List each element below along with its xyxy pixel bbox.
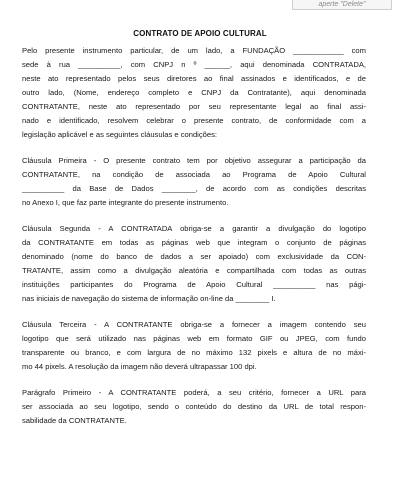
paragraph-line: legislação aplicável e as seguintes cláusulas e condições: — [22, 130, 218, 139]
paragraph-line: nado e identificado, resolvem celebrar o presente contrato, de conformidade com a — [22, 116, 366, 125]
paragraph-line: da CONTRATANTE em todas as páginas web que integram o conjunto de páginas — [22, 238, 366, 247]
paragraph-line: Cláusula Segunda - A CONTRATADA obriga-se a garantir a divulgação do logotipo — [22, 224, 366, 233]
paragraph-line: Cláusula Primeira - O presente contrato tem por objetivo assegurar a participação da — [22, 156, 366, 165]
paragraph-line: Pelo presente instrumento particular, de um lado, a FUNDAÇÃO ____________ com — [22, 46, 366, 55]
document-body — [22, 44, 366, 440]
paragraph-line: sede à rua __________, com CNPJ n º ______, aqui denominada CONTRATADA, — [22, 60, 366, 69]
contract-paragraph — [22, 386, 366, 428]
paragraph-line: mo 44 pixels. A resolução da imagem não deverá ultrapassar 100 dpi. — [22, 362, 257, 371]
paragraph-line: sabilidade da CONTRATANTE. — [22, 416, 127, 425]
paragraph-line: __________ da Base de Dados ________, de acordo com as condições descritas — [22, 184, 366, 193]
paragraph-line: neste ato representado pelos seus diretores ao final assinados e identificados, e de — [22, 74, 366, 83]
paragraph-line: transparente ou branco, e com largura de no máximo 132 pixels e altura de no máxi- — [22, 348, 366, 357]
paragraph-line: CONTRATANTE, neste ato representado por seu representante legal ao final assi- — [22, 102, 366, 111]
document-title: CONTRATO DE APOIO CULTURAL — [133, 29, 267, 38]
paragraph-line: logotipo que será utilizado nas páginas web em formato GIF ou JPEG, com fundo — [22, 334, 366, 343]
paragraph-line: denominado (nome do banco de dados a ser apoiado) com exclusividade da CON- — [22, 252, 366, 261]
paragraph-line: instituições participantes do Programa de Apoio Cultural __________ nas pági- — [22, 280, 366, 289]
paragraph-line: nas iniciais de navegação do sistema de informação on-line da ________ I. — [22, 294, 276, 303]
paragraph-line: ser associada ao seu logotipo, sendo o conteúdo do destino da URL de total respon- — [22, 402, 366, 411]
paragraph-line: no Anexo I, que faz parte integrante do presente instrumento. — [22, 198, 229, 207]
contract-paragraph — [22, 44, 366, 142]
contract-paragraph — [22, 154, 366, 210]
contract-paragraph — [22, 318, 366, 374]
paragraph-line: Cláusula Terceira - A CONTRATANTE obriga-se a fornecer a imagem contendo seu — [22, 320, 366, 329]
delete-hint-tooltip: aperte "Delete" — [292, 0, 392, 10]
paragraph-line: CONTRATANTE, na condição de associada ao Programa de Apoio Cultural — [22, 170, 366, 179]
contract-paragraph — [22, 222, 366, 306]
paragraph-line: Parágrafo Primeiro - A CONTRATANTE poderá, a seu critério, fornecer a URL para — [22, 388, 366, 397]
paragraph-line: TRATANTE, assim como a divulgação aleatória e compartilhada com todas as outras — [22, 266, 366, 275]
paragraph-line: outro lado, (Nome, endereço completo e CNPJ da Contratante), aqui denominada — [22, 88, 366, 97]
